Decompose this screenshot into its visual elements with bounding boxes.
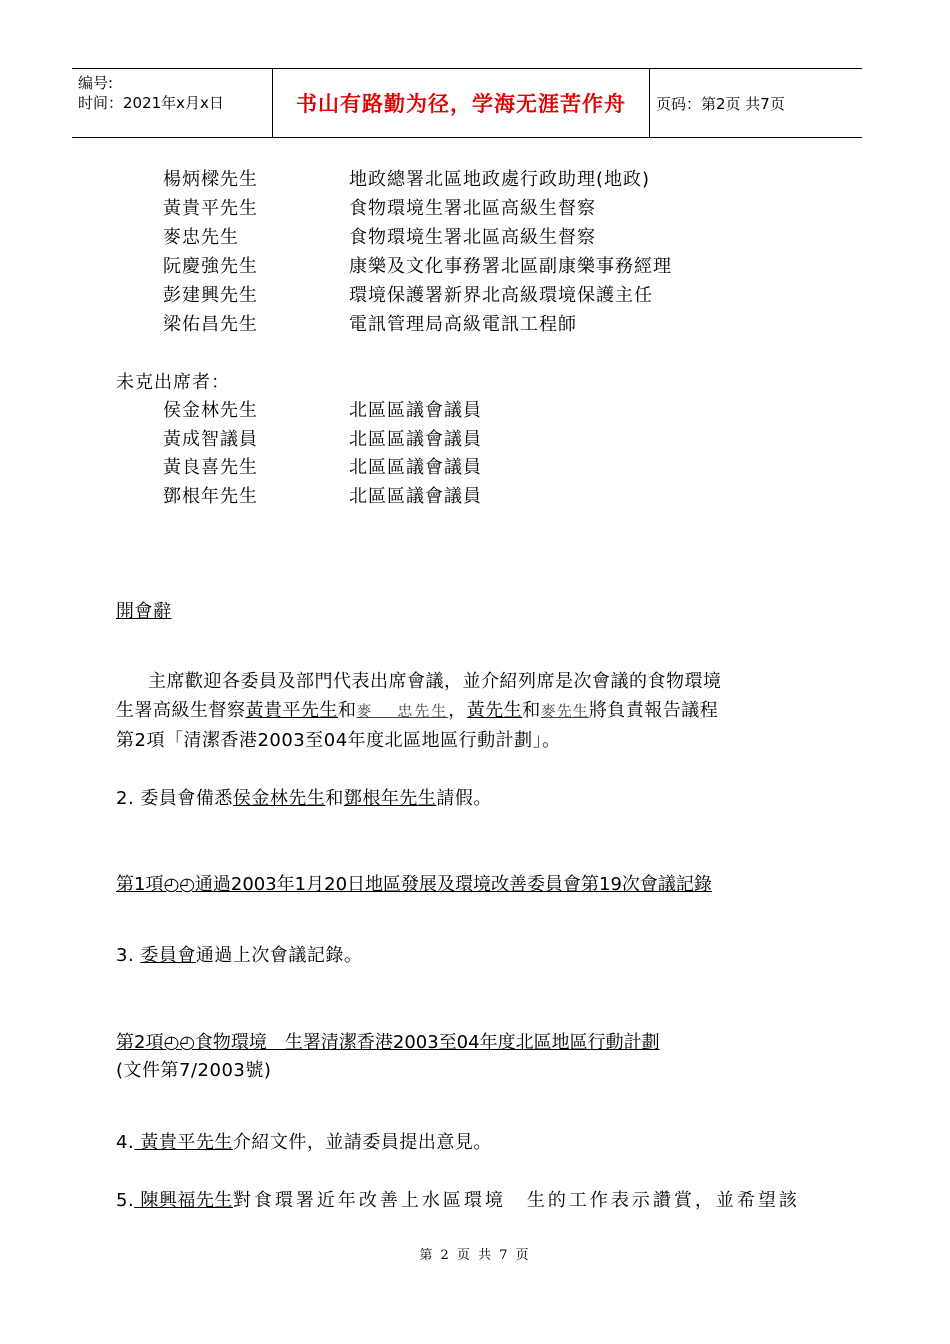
attendee-name: 阮慶強先生 — [163, 256, 258, 277]
opening-heading: 開會辭 — [116, 601, 172, 622]
opening-paragraph-line3: 第2項「清潔香港2003至04年度北區地區行動計劃」。 — [116, 730, 561, 751]
header-motto: 书山有路勤为径，学海无涯苦作舟 — [272, 69, 650, 137]
time-label: 时间：2021年x月x日 — [78, 94, 224, 112]
text-segment: 對食環署近年改善上水區環境 生的工作表示讚賞，並希望該 — [232, 1190, 800, 1211]
absentee-name: 黃良喜先生 — [163, 457, 258, 478]
attendee-role: 食物環境生署北區高級生督察 — [349, 227, 596, 248]
attendee-name: 楊炳樑先生 — [163, 169, 258, 190]
text-segment: 和 — [522, 700, 541, 721]
absentee-role: 北區區議會議員 — [349, 486, 482, 507]
paragraph-5 — [116, 1186, 800, 1212]
text-segment: 通過上次會議記錄。 — [195, 945, 363, 966]
person-name: 鄧根年先生 — [343, 788, 437, 809]
paragraph-3 — [116, 941, 362, 967]
number-label: 编号: — [78, 74, 114, 92]
attendee-name: 麥忠先生 — [163, 227, 239, 248]
text-segment: ， — [448, 700, 467, 721]
attendee-role: 環境保護署新界北高級環境保護主任 — [349, 285, 653, 306]
person-name: 黃先生 — [466, 700, 523, 721]
attendee-name: 黃貴平先生 — [163, 198, 258, 219]
header-meta — [72, 69, 272, 137]
page-header — [72, 68, 862, 138]
person-name: 麥先生 — [540, 702, 589, 720]
text-segment: 4. — [116, 1132, 135, 1153]
text-segment: 和 — [325, 788, 344, 809]
person-name: 黃貴平先生 — [134, 1132, 233, 1153]
person-name: 陳興福先生 — [134, 1190, 233, 1211]
text-segment: 和 — [338, 700, 357, 721]
absent-heading: 未克出席者： — [116, 372, 230, 393]
text-segment: 2. 委員會備悉 — [116, 788, 233, 809]
text-segment: 介紹文件，並請委員提出意見。 — [232, 1132, 492, 1153]
absentee-role: 北區區議會議員 — [349, 400, 482, 421]
absentee-role: 北區區議會議員 — [349, 429, 482, 450]
text-segment: 3. — [116, 945, 141, 966]
text-segment: 將負責報告議程 — [588, 700, 719, 721]
text-segment: 5. — [116, 1190, 135, 1211]
absentee-name: 鄧根年先生 — [163, 486, 258, 507]
opening-paragraph-line2 — [116, 696, 718, 722]
attendee-role: 食物環境生署北區高級生督察 — [349, 198, 596, 219]
paragraph-4 — [116, 1128, 492, 1154]
absentee-role: 北區區議會議員 — [349, 457, 482, 478]
absentee-name: 黃成智議員 — [163, 429, 258, 450]
person-name: 麥 忠先生 — [356, 702, 449, 720]
absentee-name: 侯金林先生 — [163, 400, 258, 421]
item2-doc-ref: (文件第7/2003號) — [116, 1060, 272, 1081]
person-name: 侯金林先生 — [232, 788, 326, 809]
page-footer: 第 2 页 共 7 页 — [419, 1248, 531, 1263]
text-segment: 生署高級生督察 — [116, 700, 246, 721]
header-page-label: 页码：第2页 共7页 — [656, 94, 785, 113]
opening-paragraph-line1: 主席歡迎各委員及部門代表出席會議，並介紹列席是次會議的食物環境 — [148, 671, 722, 692]
attendee-name: 梁佑昌先生 — [163, 314, 258, 335]
person-name: 黃貴平先生 — [245, 700, 338, 721]
attendee-role: 地政總署北區地政處行政助理(地政) — [349, 169, 651, 190]
text-segment: 請假。 — [436, 788, 492, 809]
attendee-role: 康樂及文化事務署北區副康樂事務經理 — [349, 256, 672, 277]
attendee-role: 電訊管理局高級電訊工程師 — [349, 314, 577, 335]
item2-heading: 第2項◴◴食物環境 生署清潔香港2003至04年度北區地區行動計劃 — [116, 1032, 660, 1053]
attendee-name: 彭建興先生 — [163, 285, 258, 306]
committee-name: 委員會 — [140, 945, 196, 966]
paragraph-2 — [116, 784, 492, 810]
item1-heading: 第1項◴◴通過2003年1月20日地區發展及環境改善委員會第19次會議記錄 — [116, 874, 712, 895]
